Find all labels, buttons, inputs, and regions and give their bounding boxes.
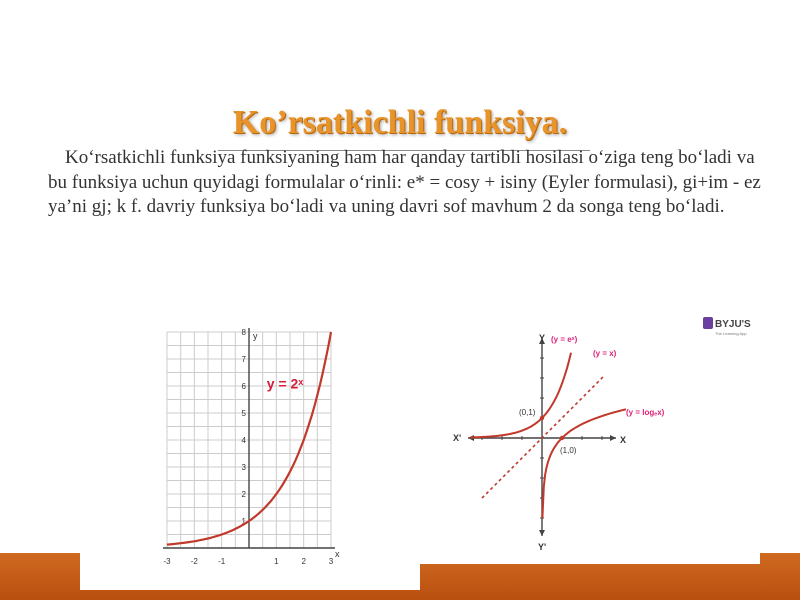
x-negative-axis-label: X' <box>453 433 462 443</box>
y-negative-axis-label: Y' <box>538 542 547 552</box>
exponential-base2-graph <box>150 324 350 572</box>
point-0-1-label: (0,1) <box>519 408 536 417</box>
y-axis-label: y <box>253 331 258 341</box>
series-label-2x: y = 2ˣ <box>266 375 304 392</box>
exp-log-inverse-graph <box>440 308 760 558</box>
x-axis-label: X <box>620 435 627 445</box>
brand-tagline: The Learning App <box>715 331 747 336</box>
byjus-logo <box>703 317 751 336</box>
byjus-logo-mark <box>703 317 713 329</box>
point-1-0 <box>560 436 564 440</box>
y-tick-label: 7 <box>241 355 246 364</box>
slide-title: Ko’rsatkichli funksiya. <box>232 104 568 141</box>
y-tick-label: 5 <box>241 409 246 418</box>
series-line-identity <box>482 376 604 498</box>
x-tick-label: -3 <box>163 557 171 566</box>
y-negative-axis-arrow <box>539 530 545 536</box>
point-0-1 <box>540 416 544 420</box>
x-tick-label: 3 <box>328 557 334 566</box>
exp-series-label: (y = eˣ) <box>551 335 578 344</box>
y-tick-label: 6 <box>241 382 246 391</box>
paragraph-text: Ko‘rsatkichli funksiya funksiyaning ham har qanday tartibli hosilasi o‘ziga teng bo‘ladi va bu funksiya uchun quyidagi formulalar o‘rinli: e* = cosy + isiny (Eyler formulasi), gi+im - ez ya’ni gj; k f. davriy funksiya bo‘ladi va uning davri sof mavhum 2 da songa teng bo‘ladi. <box>48 147 761 217</box>
slide-paragraph <box>48 146 763 220</box>
x-tick-label: 1 <box>274 557 279 566</box>
x-tick-label: -2 <box>190 557 198 566</box>
brand-name: BYJU'S <box>715 319 751 330</box>
log-series-label: (y = logₑx) <box>626 408 665 417</box>
y-tick-label: 8 <box>241 328 246 337</box>
x-tick-label: 2 <box>301 557 306 566</box>
x-axis-arrow <box>610 435 616 441</box>
y-tick-label: 4 <box>241 436 246 445</box>
x-axis-label: x <box>335 549 340 559</box>
identity-series-label: (y = x) <box>593 349 617 358</box>
y-axis-label: Y <box>539 333 546 343</box>
y-tick-label: 1 <box>241 517 246 526</box>
y-tick-label: 3 <box>241 463 246 472</box>
point-1-0-label: (1,0) <box>560 446 577 455</box>
y-tick-label: 2 <box>241 490 246 499</box>
x-tick-label: -1 <box>218 557 226 566</box>
